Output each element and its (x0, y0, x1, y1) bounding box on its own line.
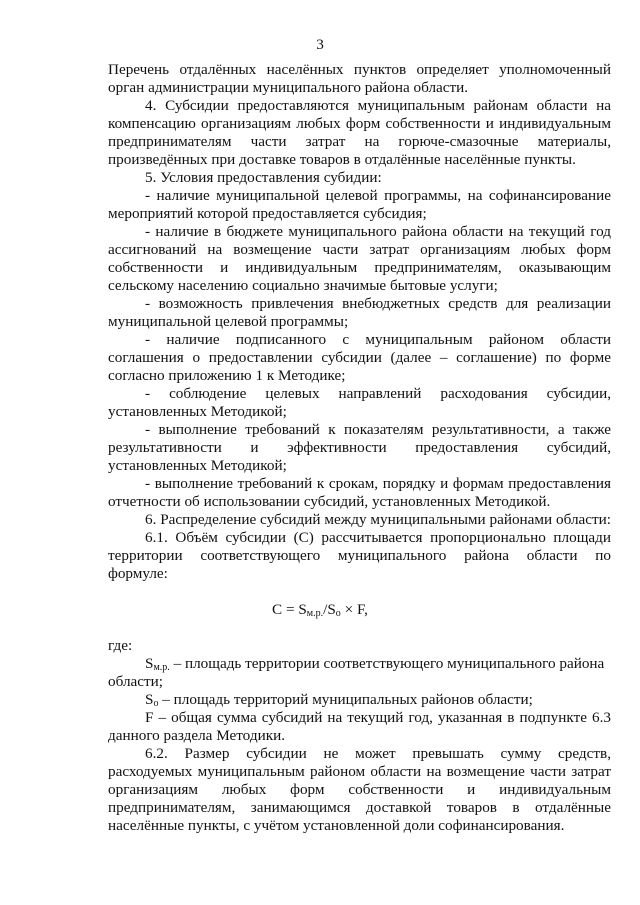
definition-line (145, 691, 640, 709)
paragraph-line: Перечень отдалённых населённых пунктов определяет уполномоченный (108, 61, 611, 78)
list-item-line: - наличие в бюджете муниципального района области на текущий год (145, 223, 611, 240)
definition-subscript: м.р. (153, 662, 170, 673)
definition-subscript: o (153, 698, 159, 709)
formula-rhs: × F, (340, 601, 368, 618)
list-item-line: установленных Методикой; (108, 403, 287, 420)
paragraph-line: орган администрации муниципального района области. (108, 79, 469, 96)
formula-mid: /S (323, 601, 336, 618)
definition-line: F – общая сумма субсидий на текущий год, указанная в подпункте 6.3 (145, 709, 611, 726)
definition-line: данного раздела Методики. (108, 727, 285, 744)
paragraph-line: расходуемых муниципальным районом области на возмещение части затрат (108, 763, 611, 780)
list-item-line: установленных Методикой; (108, 457, 287, 474)
formula-sub-2: o (335, 608, 341, 619)
paragraph-line: 4. Субсидии предоставляются муниципальным районам области на (145, 97, 611, 114)
paragraph-line: 5. Условия предоставления субидии: (145, 169, 382, 186)
paragraph-line: предпринимателям, занимающимся доставкой товаров в отдалённые (108, 799, 611, 816)
paragraph-line: 6.1. Объём субсидии (С) рассчитывается пропорционально площади (145, 529, 611, 546)
list-item-line: согласно приложению 1 к Методике; (108, 367, 346, 384)
formula-sub-1: м.р. (306, 608, 324, 619)
paragraph-line: 6.2. Размер субсидии не может превышать сумму средств, (145, 745, 611, 762)
list-item-line: - наличие подписанного с муниципальным районом области (145, 331, 611, 348)
list-item-line: собственности и индивидуальным предпринимателям, оказывающим (108, 259, 611, 276)
list-item-line: отчетности об использовании субсидий, установленных Методикой. (108, 493, 551, 510)
list-item-line: мероприятий которой предоставляется субсидия; (108, 205, 427, 222)
formula (0, 601, 640, 619)
definition-symbol: S (145, 655, 154, 672)
definition-symbol: S (145, 691, 154, 708)
paragraph-line: территории соответствующего муниципального района области по (108, 547, 611, 564)
paragraph-line: 6. Распределение субсидий между муниципальными районами области: (145, 511, 611, 528)
definition-line (145, 655, 640, 673)
list-item-line: - соблюдение целевых направлений расходования субсидии, (145, 385, 611, 402)
page-number: 3 (316, 36, 324, 53)
paragraph-line: населённые пункты, с учётом установленной доли софинансирования. (108, 817, 565, 834)
list-item-line: - возможность привлечения внебюджетных средств для реализации (145, 295, 611, 312)
list-item-line: соглашения о предоставлении субсидии (далее – соглашение) по форме (108, 349, 611, 366)
where-label: где: (108, 637, 133, 654)
list-item-line: муниципальной целевой программы; (108, 313, 349, 330)
paragraph-line: произведённых при доставке товаров в отдалённые населённые пункты. (108, 151, 576, 168)
list-item-line: ассигнований на возмещение части затрат организациям любых форм (108, 241, 611, 258)
definition-line: области; (108, 673, 163, 690)
definition-text: – площадь территорий муниципальных районов области; (158, 691, 533, 708)
list-item-line: - выполнение требований к срокам, порядку и формам предоставления (145, 475, 611, 492)
paragraph-line: предпринимателям части затрат на горюче-смазочные материалы, (108, 133, 611, 150)
list-item-line: сельскому населению социально значимые бытовые услуги; (108, 277, 498, 294)
paragraph-line: компенсацию организациям любых форм собственности и индивидуальным (108, 115, 611, 132)
definition-text: – площадь территории соответствующего муниципального района (169, 655, 605, 672)
paragraph-line: организациям любых форм собственности и индивидуальным (108, 781, 611, 798)
list-item-line: - наличие муниципальной целевой программы, на софинансирование (145, 187, 611, 204)
list-item-line: результативности и эффективности предоставления субсидий, (108, 439, 611, 456)
formula-lhs: С = S (272, 601, 307, 618)
list-item-line: - выполнение требований к показателям результативности, а также (145, 421, 611, 438)
paragraph-line: формуле: (108, 565, 168, 582)
